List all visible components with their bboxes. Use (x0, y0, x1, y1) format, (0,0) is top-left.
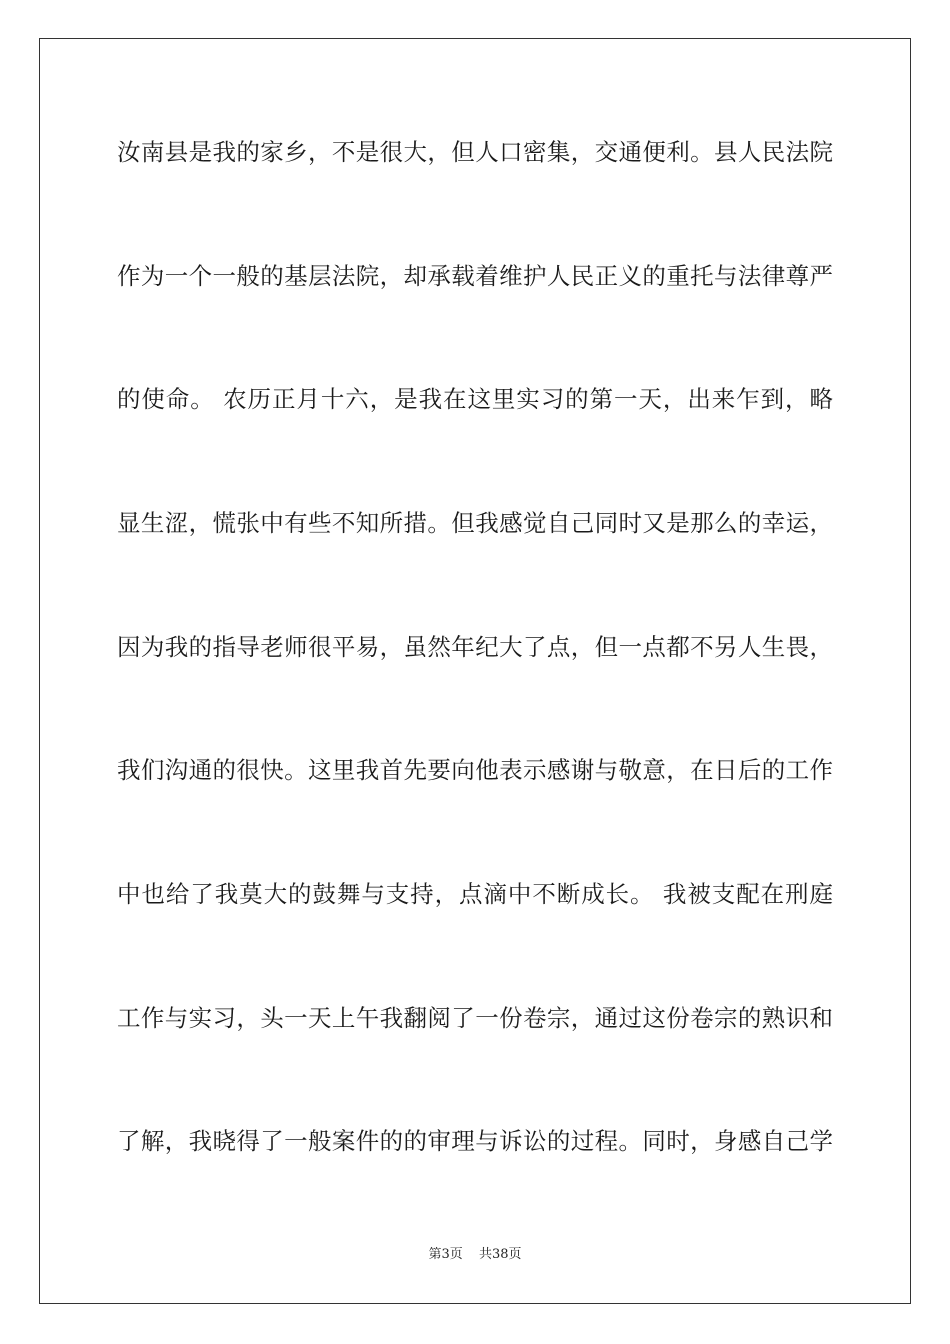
page-footer (0, 1246, 950, 1264)
body-text-line: 的使命。 农历正月十六，是我在这里实习的第一天，出来乍到，略 (117, 385, 833, 413)
page-number: 第3页 (428, 1247, 463, 1262)
body-text-line: 了解，我晓得了一般案件的的审理与诉讼的过程。同时，身感自己学 (117, 1127, 833, 1155)
body-text-line: 工作与实习，头一天上午我翻阅了一份卷宗，通过这份卷宗的熟识和 (117, 1004, 833, 1032)
page-total: 共38页 (478, 1247, 522, 1262)
page-border (39, 38, 911, 1304)
body-text-line: 中也给了我莫大的鼓舞与支持，点滴中不断成长。 我被支配在刑庭 (117, 880, 833, 908)
body-text-line: 因为我的指导老师很平易，虽然年纪大了点，但一点都不另人生畏， (117, 633, 833, 661)
body-text-line: 作为一个一般的基层法院，却承载着维护人民正义的重托与法律尊严 (117, 262, 833, 290)
body-text-line: 我们沟通的很快。这里我首先要向他表示感谢与敬意，在日后的工作 (117, 756, 833, 784)
body-text-line: 汝南县是我的家乡，不是很大，但人口密集，交通便利。县人民法院 (117, 138, 833, 166)
body-text-line: 显生涩，慌张中有些不知所措。但我感觉自己同时又是那么的幸运， (117, 509, 833, 537)
